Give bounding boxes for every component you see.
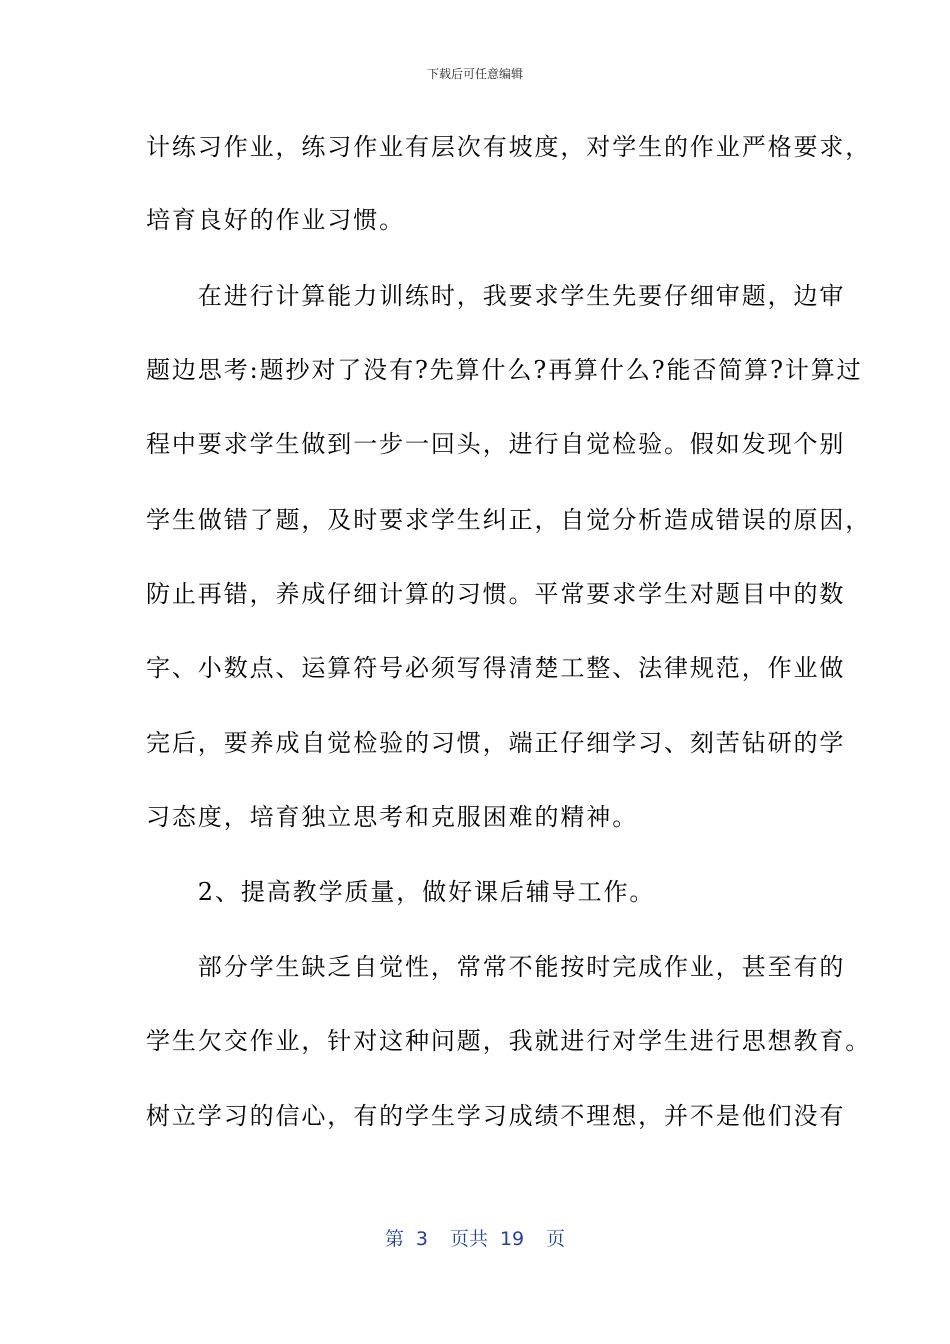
text-line: 完后，要养成自觉检验的习惯，端正仔细学习、刻苦钻研的学 [146, 729, 846, 757]
footer-total-pages: 19 [499, 1228, 525, 1250]
text-line: 防止再错，养成仔细计算的习惯。平常要求学生对题目中的数 [146, 580, 846, 608]
text-line: 学生做错了题，及时要求学生纠正，自觉分析造成错误的原因， [146, 506, 872, 534]
section-heading: 2、提高教学质量，做好课后辅导工作。 [146, 878, 656, 906]
text-line: 计练习作业，练习作业有层次有坡度，对学生的作业严格要求， [146, 133, 872, 161]
text-line: 题边思考:题抄对了没有?先算什么?再算什么?能否简算?计算过 [146, 356, 863, 384]
page-header-note: 下载后可任意编辑 [426, 67, 523, 81]
text-line: 树立学习的信心，有的学生学习成绩不理想，并不是他们没有 [146, 1102, 846, 1130]
footer-middle: 页共 [449, 1228, 488, 1250]
footer-page-number: 3 [415, 1228, 428, 1250]
text-line: 字、小数点、运算符号必须写得清楚工整、法律规范，作业做 [146, 654, 846, 682]
page-footer [0, 1226, 950, 1252]
footer-suffix: 页 [546, 1228, 566, 1250]
text-line: 培育良好的作业习惯。 [146, 206, 405, 234]
text-line: 学生欠交作业，针对这种问题，我就进行对学生进行思想教育。 [146, 1027, 872, 1055]
footer-prefix: 第 [384, 1228, 404, 1250]
text-line: 在进行计算能力训练时，我要求学生先要仔细审题，边审 [146, 282, 846, 310]
text-line: 习态度，培育独立思考和克服困难的精神。 [146, 803, 639, 831]
text-line: 部分学生缺乏自觉性，常常不能按时完成作业，甚至有的 [146, 953, 846, 981]
text-line: 程中要求学生做到一步一回头，进行自觉检验。假如发现个别 [146, 430, 846, 458]
